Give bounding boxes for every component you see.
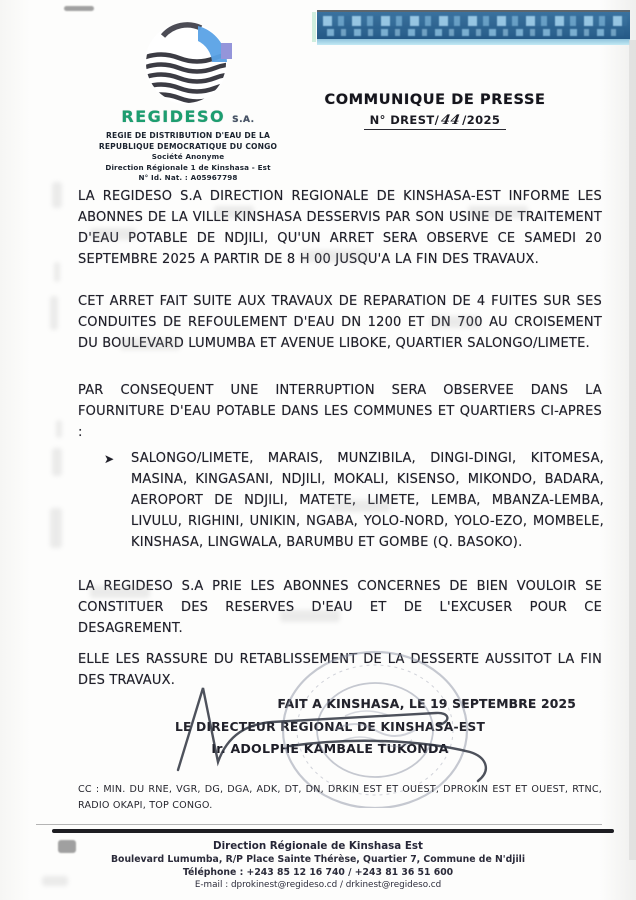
letterhead [72,16,304,184]
org-address-line3: Société Anonyme [151,152,225,161]
paragraph-apology: LA REGIDESO S.A PRIE LES ABONNES CONCERNES DE BIEN VOULOIR SE CONSTITUER DES RESERVES D'EAU ET DE L'EXCUSER POUR CE DESAGREMENT. [78,579,602,636]
scan-smudge [430,316,480,328]
banner-mint-strip [312,12,316,42]
regideso-logo-icon [141,16,235,108]
place-and-date: FAIT A KINSHASA, LE 19 SEPTEMBRE 2025 [277,697,576,711]
cc-distribution-list: CC : MIN. DU RNE, VGR, DG, DGA, ADK, DT, DN, DRKIN EST ET OUEST, DPROKIN EST ET OUEST, RTNC, RADIO OKAPI, TOP CONGO. [78,784,602,811]
org-suffix: S.A. [232,115,255,125]
org-address [72,131,304,184]
scan-mark [64,6,94,11]
scan-smudge [90,228,136,240]
org-address-line2: REPUBLIQUE DEMOCRATIQUE DU CONGO [98,141,278,151]
footer-divider-light [36,824,602,825]
scan-smudge [52,448,62,476]
scan-smudge [468,206,528,218]
footer-phone: Téléphone : +243 85 12 16 740 / +243 81 36 51 600 [182,867,454,878]
scan-smudge [300,250,370,262]
scan-smudge [42,876,68,886]
scan-smudge [120,338,180,350]
scan-edge-shadow [629,40,636,860]
scan-smudge [50,508,62,548]
org-name: REGIDESO S.A. [121,107,255,126]
scan-smudge [214,206,254,218]
arrow-bullet-icon: ➤ [104,452,115,466]
org-address-line5: N° Id. Nat. : A05967798 [138,173,238,182]
affected-areas-text: SALONGO/LIMETE, MARAIS, MUNZIBILA, DINGI-DINGI, KITOMESA, MASINA, KINGASANI, NDJILI, MOKALI, KISENSO, MIKONDO, BADARA, AEROPORT DE NDJILI, MATETE, LIMETE, LEMBA, MBANZA-LEMBA, LIVULU, RIGHINI, UNIKIN, NGABA, YOLO-NORD, YOLO-EZO, MOMBELE, KINSHASA, LINGWALA, BARUMBU ET GOMBE (Q. BASOKO). [131,451,604,550]
scan-smudge [56,420,62,438]
footer-divider-dark [52,829,614,833]
org-address-line1: REGIE DE DISTRIBUTION D'EAU DE LA [106,131,270,140]
org-address-line4: Direction Régionale 1 de Kinshasa - Est [105,162,271,172]
paragraph-announcement: LA REGIDESO S.A DIRECTION REGIONALE DE KINSHASA-EST INFORME LES ABONNES DE LA VILLE KINSHASA DESSERVIS PAR SON USINE DE TRAITEMENT D'EAU POTABLE DE NDJILI, QU'UN ARRET SERA OBSERVE CE SAMEDI 20 SEPTEMBRE 2025 A PARTIR DE 8 H 00 JUSQU'A LA FIN DES TRAVAUX. [78,189,602,267]
scan-smudge [90,586,150,598]
footer-address: Boulevard Lumumba, R/P Place Sainte Thérèse, Quartier 7, Commune de N'djili [110,854,526,865]
document-title: COMMUNIQUE DE PRESSE [324,92,546,108]
scan-smudge [54,262,60,282]
scan-smudge [280,610,340,622]
reference-number: N° DREST/44/2025 [364,113,507,130]
footer-direction: Direction Régionale de Kinshasa Est [213,840,423,852]
scan-smudge [50,296,58,330]
scan-smudge [52,182,62,208]
footer-email: E-mail : dprokinest@regideso.cd / drkinest@regideso.cd [194,880,442,890]
footer [78,839,558,892]
signer-title: LE DIRECTEUR REGIONAL DE KINSHASA-EST [174,720,486,734]
scan-smudge [330,500,390,512]
signer-name: Ir. ADOLPHE KAMBALE TUKONDA [211,741,449,756]
paragraph-reassurance: ELLE LES RASSURE DU RETABLISSEMENT DE LA DESSERTE AUSSITOT LA FIN DES TRAVAUX. [78,652,602,688]
document-header [295,92,575,130]
letterhead-banner-graphic [317,10,630,45]
scan-mark [58,840,76,853]
paragraph-reason: CET ARRET FAIT SUITE AUX TRAVAUX DE REPARATION DE 4 FUITES SUR SES CONDUITES DE REFOULEMENT D'EAU DN 1200 ET DN 700 AU CROISEMENT DU BOULEVARD LUMUMBA ET AVENUE LIBOKE, QUARTIER SALONGO/LIMETE. [78,294,602,351]
logo-purple-square [221,43,232,59]
paragraph-consequence: PAR CONSEQUENT UNE INTERRUPTION SERA OBSERVEE DANS LA FOURNITURE D'EAU POTABLE DANS LES COMMUNES ET QUARTIERS CI-APRES : [78,383,602,440]
handwritten-ref-number: 44 [439,113,462,128]
